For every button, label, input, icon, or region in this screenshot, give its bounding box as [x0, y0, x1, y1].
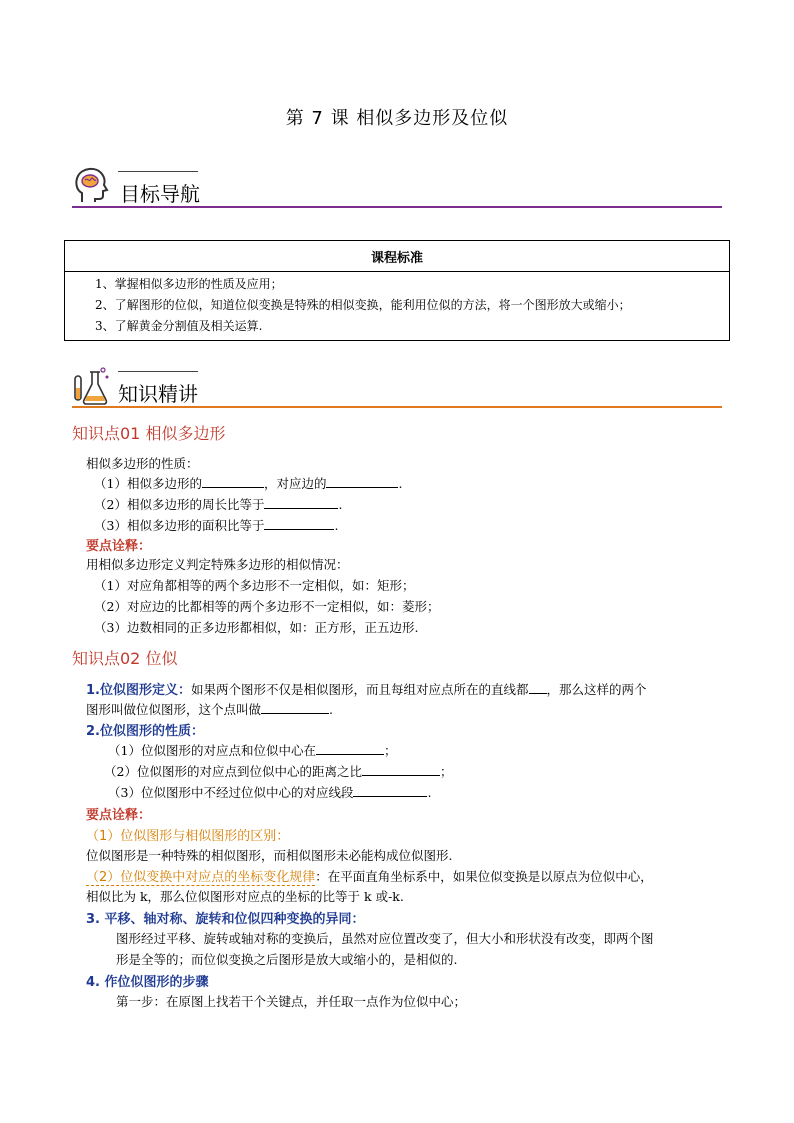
- fill-blank[interactable]: [264, 496, 338, 509]
- kp1-heading: 知识点01 相似多边形: [72, 424, 226, 443]
- goal-divider: [72, 206, 722, 208]
- kp2-transform-heading: 3. 平移、轴对称、旋转和位似四种变换的异同：: [86, 912, 365, 927]
- knowledge-section-title: 知识精讲: [118, 382, 198, 406]
- head-brain-icon: [74, 166, 110, 204]
- standard-item: 2、了解图形的位似，知道位似变换是特殊的相似变换，能利用位似的方法，将一个图形放大或缩小；: [95, 298, 631, 312]
- knowledge-accent-line: [118, 371, 198, 372]
- kp2-note-label: 要点诠释：: [86, 808, 152, 823]
- kp2-step-1: 第一步：在原图上找若干个关键点，并任取一点作为位似中心；: [116, 994, 467, 1009]
- kp2-definition-cont: 图形叫做位似图形，这个点叫做 .: [86, 702, 333, 717]
- kp2-coord-rule: （2）位似变换中对应点的坐标变化规律：在平面直角坐标系中，如果位似变换是以原点为位似中心，: [86, 869, 653, 885]
- kp2-coord-rule-cont: 相似比为 k，那么位似图形对应点的坐标的比等于 k 或-k.: [86, 889, 404, 904]
- kp2-coord-label: （2）位似变换中对应点的坐标变化规律: [86, 870, 316, 885]
- standards-body: [65, 272, 730, 341]
- kp1-note-label: 要点诠释：: [86, 539, 152, 554]
- fill-blank[interactable]: [316, 742, 384, 755]
- kp2-definition: 1.位似图形定义：如果两个图形不仅是相似图形，而且每组对应点所在的直线都 ，那么这样的两个: [86, 682, 647, 698]
- kp2-transform-text-cont: 形是全等的；而位似变换之后图形是放大或缩小的，是相似的.: [116, 952, 458, 967]
- kp2-property-1: （1）位似图形的对应点和位似中心在 ；: [108, 743, 397, 758]
- standard-item: 3、了解黄金分割值及相关运算.: [95, 319, 263, 333]
- kp2-property-label: 2.位似图形的性质：: [86, 724, 204, 739]
- kp1-prop-3: （3）相似多边形的面积比等于 .: [94, 518, 339, 533]
- fill-blank[interactable]: [362, 763, 440, 776]
- kp1-intro: 相似多边形的性质：: [86, 456, 199, 471]
- knowledge-divider: [72, 406, 722, 408]
- standard-item: 1、掌握相似多边形的性质及应用；: [95, 277, 283, 291]
- kp1-prop-2: （2）相似多边形的周长比等于 .: [94, 497, 343, 512]
- kp2-property-2: （2）位似图形的对应点到位似中心的距离之比 ；: [104, 764, 453, 779]
- standards-table: [64, 240, 730, 341]
- kp2-diff-text: 位似图形是一种特殊的相似图形，而相似图形未必能构成位似图形.: [86, 848, 453, 863]
- fill-blank[interactable]: [353, 784, 427, 797]
- kp1-prop-1: （1）相似多边形的 ，对应边的 .: [94, 476, 403, 491]
- page-title: 第 7 课 相似多边形及位似: [285, 108, 509, 129]
- kp2-heading: 知识点02 位似: [72, 649, 178, 668]
- goal-accent-line: [118, 171, 198, 172]
- kp2-transform-text: 图形经过平移、旋转或轴对称的变换后，虽然对应位置改变了，但大小和形状没有改变，即两个图: [116, 931, 654, 946]
- kp1-note: （2）对应边的比都相等的两个多边形不一定相似，如：菱形；: [94, 599, 440, 614]
- fill-blank[interactable]: [264, 517, 334, 530]
- fill-blank[interactable]: [261, 701, 329, 714]
- goal-section-header: [72, 160, 722, 210]
- kp1-note: （1）对应角都相等的两个多边形不一定相似，如：矩形；: [94, 578, 415, 593]
- kp2-property-3: （3）位似图形中不经过位似中心的对应线段 .: [108, 785, 432, 800]
- flask-icon: [72, 366, 110, 406]
- fill-blank[interactable]: [326, 475, 398, 488]
- kp1-note-intro: 用相似多边形定义判定特殊多边形的相似情况：: [86, 557, 349, 572]
- goal-section-title: 目标导航: [120, 182, 200, 206]
- kp2-diff-label: （1）位似图形与相似图形的区别：: [86, 829, 290, 844]
- fill-blank[interactable]: [202, 475, 264, 488]
- kp1-note: （3）边数相同的正多边形都相似，如：正方形，正五边形.: [94, 620, 419, 635]
- fill-blank[interactable]: [529, 681, 547, 694]
- knowledge-section-header: [72, 362, 722, 408]
- kp2-steps-heading: 4. 作位似图形的步骤: [86, 975, 209, 990]
- standards-header: 课程标准: [65, 241, 730, 272]
